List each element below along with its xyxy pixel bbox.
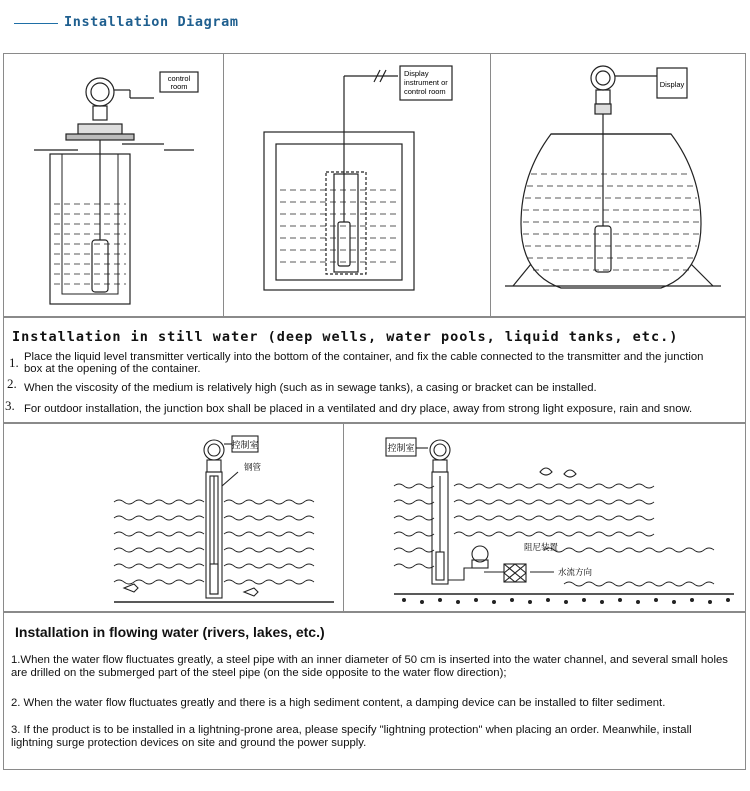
tank-label: Display (659, 80, 685, 89)
right-control-room-label: 控制室 (387, 443, 415, 453)
page-title: Installation Diagram (64, 14, 239, 30)
flowing-water-paragraph: 2. When the water flow fluctuates greatly and there is a high sediment content, a damping device can be installed to filter sediment. (11, 697, 666, 709)
river-damper-diagram (344, 424, 745, 611)
tank-diagram (491, 54, 747, 316)
still-water-item: Place the liquid level transmitter vertically into the bottom of the container, and fix the cable connected to the transmitter and the junction box at the opening of the container. (24, 351, 704, 375)
flowing-water-section (3, 612, 746, 770)
left-pipe-label: 钢管 (244, 462, 262, 472)
left-control-room-label: 控制室 (231, 440, 259, 450)
item-number: 2. (7, 376, 17, 391)
pool-label-line1: Display (404, 69, 429, 78)
well-diagram (4, 54, 223, 316)
well-label-line1: control (167, 74, 191, 83)
flowing-water-paragraph: 3. If the product is to be installed in a lightning-prone area, please specify "lightning protection" when placing an order. Meanwhile, install lightning surge protection devices on site and ground the power supply. (11, 724, 692, 749)
still-water-item: For outdoor installation, the junction box shall be placed in a ventilated and dry place, away from strong light exposure, rain and snow. (24, 403, 693, 415)
header-rule (14, 23, 58, 24)
pool-diagram (224, 54, 490, 316)
item-number: 1. (9, 355, 19, 370)
still-water-title: Installation in still water (deep wells, water pools, liquid tanks, etc.) (12, 329, 679, 345)
flowing-water-title: Installation in flowing water (rivers, lakes, etc.) (15, 624, 325, 640)
river-pipe-diagram (4, 424, 343, 611)
well-label-line2: room (170, 82, 188, 91)
still-water-section (3, 317, 746, 423)
flow-direction-label: 水流方向 (558, 567, 593, 577)
flow-diagrams-panel (3, 423, 746, 612)
flowing-water-paragraph: 1.When the water flow fluctuates greatly, a steel pipe with an inner diameter of 50 cm is inserted into the water channel, and several small holes are drilled on the submerged part of the steel pipe (on the side opposite to the water flow direction); (11, 654, 728, 679)
pool-label-line3: control room (404, 87, 446, 96)
damper-label: 阻尼装置 (524, 542, 559, 552)
item-number: 3. (5, 398, 15, 413)
top-diagrams-panel (3, 53, 746, 317)
pool-label-line2: instrument or (404, 78, 448, 87)
still-water-item: When the viscosity of the medium is relatively high (such as in sewage tanks), a casing or bracket can be installed. (24, 382, 597, 394)
